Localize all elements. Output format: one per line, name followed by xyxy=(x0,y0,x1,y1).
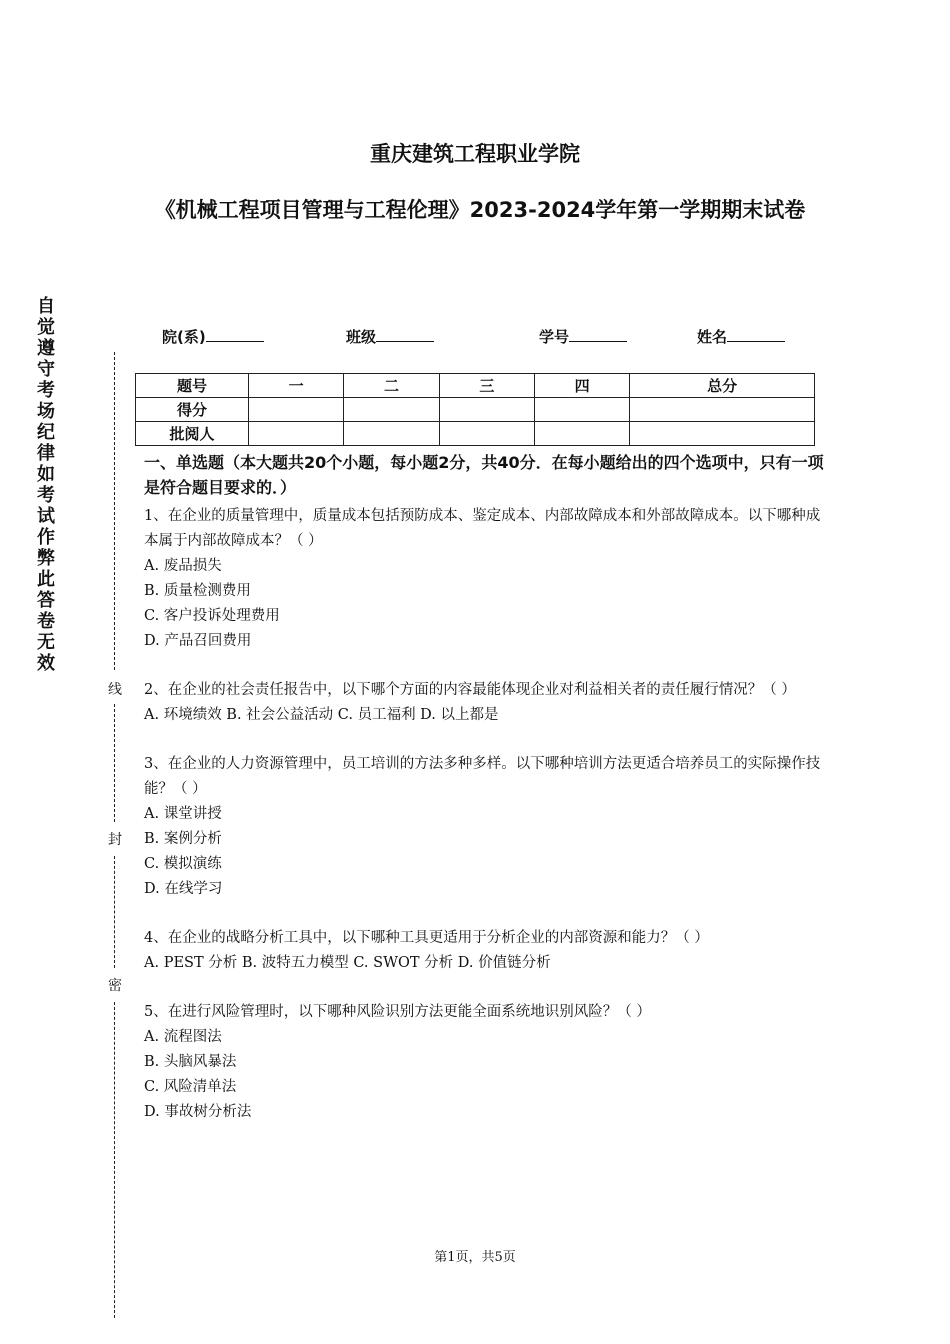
score-header-cell: 题号 xyxy=(136,374,249,398)
option-d: D. 在线学习 xyxy=(144,881,223,897)
grader-cell xyxy=(249,422,344,446)
dept-field[interactable] xyxy=(162,326,264,347)
question-stem: 4、在企业的战略分析工具中，以下哪种工具更适用于分析企业的内部资源和能力？（ ） xyxy=(144,930,709,946)
grader-cell xyxy=(344,422,439,446)
option-a: A. 废品损失 xyxy=(144,558,222,574)
seal-mark-secret: 密 xyxy=(108,978,122,994)
exam-content xyxy=(144,450,824,1149)
question-2 xyxy=(144,678,824,728)
score-row-label: 得分 xyxy=(136,398,249,422)
option-b: B. 案例分析 xyxy=(144,831,222,847)
seal-dashed-line xyxy=(114,352,115,670)
question-3 xyxy=(144,752,824,902)
question-1 xyxy=(144,504,824,654)
student-id-field[interactable] xyxy=(539,326,627,347)
question-4 xyxy=(144,926,824,976)
option-d: D. 产品召回费用 xyxy=(144,633,252,649)
school-name: 重庆建筑工程职业学院 xyxy=(370,142,580,166)
option-a: A. 课堂讲授 xyxy=(144,806,222,822)
score-cell xyxy=(439,398,534,422)
grader-cell xyxy=(439,422,534,446)
exam-title: 《机械工程项目管理与工程伦理》2023-2024学年第一学期期末试卷 xyxy=(154,198,806,222)
student-id-label: 学号 xyxy=(539,328,570,346)
class-label: 班级 xyxy=(346,328,377,346)
option-c: C. 模拟演练 xyxy=(144,856,222,872)
question-stem: 3、在企业的人力资源管理中，员工培训的方法多种多样。以下哪种培训方法更适合培养员工的实际操作技能？（ ） xyxy=(144,756,821,797)
grader-row-label: 批阅人 xyxy=(136,422,249,446)
seal-dashed-line xyxy=(114,856,115,968)
score-table-header-row xyxy=(136,374,815,398)
seal-mark-line: 线 xyxy=(108,682,122,698)
option-b: B. 质量检测费用 xyxy=(144,583,251,599)
option-a: A. 流程图法 xyxy=(144,1029,222,1045)
page-number: 第1页，共5页 xyxy=(434,1250,516,1265)
grader-cell xyxy=(534,422,629,446)
seal-mark-seal: 封 xyxy=(108,832,122,848)
score-header-cell: 二 xyxy=(344,374,439,398)
score-cell xyxy=(249,398,344,422)
class-field[interactable] xyxy=(346,326,434,347)
score-cell xyxy=(534,398,629,422)
question-stem: 5、在进行风险管理时，以下哪种风险识别方法更能全面系统地识别风险？（ ） xyxy=(144,1004,651,1020)
section-heading: 一、单选题（本大题共20个小题，每小题2分，共40分．在每小题给出的四个选项中，只有一项是符合题目要求的．） xyxy=(144,453,824,497)
score-cell xyxy=(630,398,815,422)
name-label: 姓名 xyxy=(697,328,728,346)
grader-row xyxy=(136,422,815,446)
grader-cell xyxy=(630,422,815,446)
name-blank[interactable] xyxy=(727,326,785,342)
score-header-cell: 三 xyxy=(439,374,534,398)
option-c: C. 客户投诉处理费用 xyxy=(144,608,280,624)
option-b: B. 头脑风暴法 xyxy=(144,1054,237,1070)
score-header-cell: 一 xyxy=(249,374,344,398)
score-table xyxy=(135,373,815,446)
score-cell xyxy=(344,398,439,422)
dept-blank[interactable] xyxy=(206,326,264,342)
options-inline: A. 环境绩效 B. 社会公益活动 C. 员工福利 D. 以上都是 xyxy=(144,707,499,723)
class-blank[interactable] xyxy=(376,326,434,342)
student-id-blank[interactable] xyxy=(569,326,627,342)
score-header-cell: 总分 xyxy=(630,374,815,398)
dept-label: 院(系) xyxy=(162,328,206,346)
question-stem: 2、在企业的社会责任报告中，以下哪个方面的内容最能体现企业对利益相关者的责任履行情况？（ ） xyxy=(144,682,796,698)
seal-dashed-line xyxy=(114,1002,115,1318)
options-inline: A. PEST 分析 B. 波特五力模型 C. SWOT 分析 D. 价值链分析 xyxy=(144,955,551,971)
exam-rules-notice: 自觉遵守考场纪律如考试作弊此答卷无效 xyxy=(37,296,55,674)
question-5 xyxy=(144,1000,824,1125)
seal-dashed-line xyxy=(114,704,115,822)
option-c: C. 风险清单法 xyxy=(144,1079,237,1095)
question-stem: 1、在企业的质量管理中，质量成本包括预防成本、鉴定成本、内部故障成本和外部故障成本。以下哪种成本属于内部故障成本？（ ） xyxy=(144,508,821,549)
option-d: D. 事故树分析法 xyxy=(144,1104,252,1120)
score-header-cell: 四 xyxy=(534,374,629,398)
name-field[interactable] xyxy=(697,326,785,347)
score-row xyxy=(136,398,815,422)
